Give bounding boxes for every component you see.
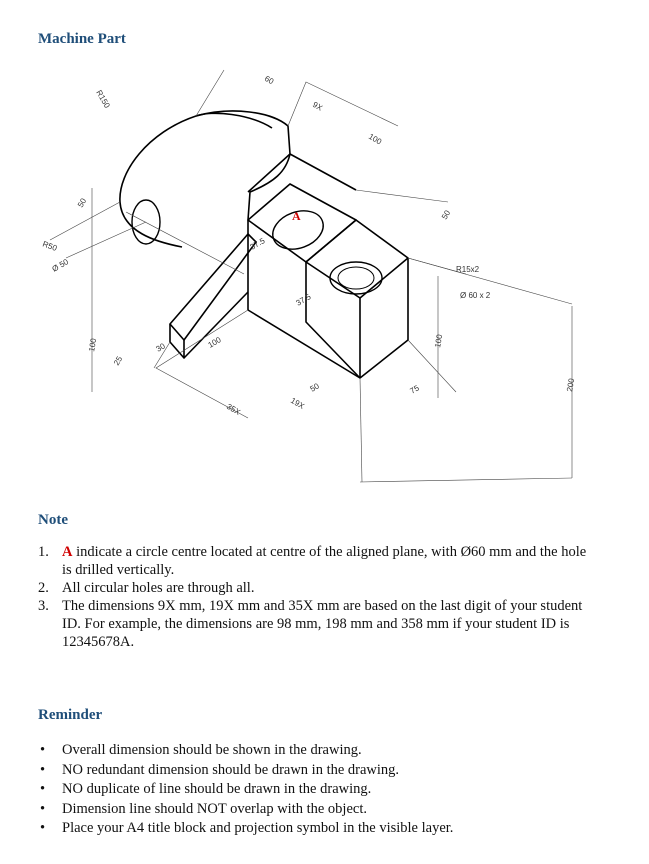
dim-50-right: 50 xyxy=(439,208,453,221)
counterbore-ring xyxy=(338,267,374,289)
dim-19x: 19X xyxy=(289,395,306,411)
dim-37-5-a: 37.5 xyxy=(248,236,267,252)
dim-30: 30 xyxy=(154,341,167,354)
dim-50-left: 50 xyxy=(75,196,89,209)
reminder-item: • Dimension line should NOT overlap with the object. xyxy=(40,800,367,817)
dim-37-5-b: 37.5 xyxy=(294,292,313,308)
dim-9x: 9X xyxy=(311,99,324,113)
label-a: A xyxy=(292,209,301,223)
dim-50-mid: 50 xyxy=(308,381,321,394)
dim-r15x2: R15x2 xyxy=(456,265,480,274)
page-title: Machine Part xyxy=(38,31,126,47)
note-heading: Note xyxy=(38,512,68,528)
dim-100-base: 100 xyxy=(206,335,223,350)
dim-35x: 35X xyxy=(225,401,242,417)
dim-100-top: 100 xyxy=(367,131,384,147)
note-item: 1. A indicate a circle centre located at centre of the aligned plane, with Ø60 mm and the hole is drilled vertically. xyxy=(38,544,587,578)
reminder-list xyxy=(38,741,598,839)
dim-dia50: Ø 50 xyxy=(50,257,71,274)
note-item: 2. All circular holes are through all. xyxy=(38,580,255,596)
dim-r150: R150 xyxy=(94,88,112,110)
reminder-item: • Place your A4 title block and projection symbol in the visible layer. xyxy=(40,820,454,836)
note-list xyxy=(38,543,598,651)
dim-100-right: 100 xyxy=(433,333,445,349)
note-item: 3. The dimensions 9X mm, 19X mm and 35X mm are based on the last digit of your student ID. For example, the dimensions are 98 mm, 198 mm and 358 mm if your student ID is 12345678A. xyxy=(38,598,583,650)
dim-25: 25 xyxy=(111,354,125,367)
dim-60: 60 xyxy=(263,73,276,87)
reminder-item: • NO duplicate of line should be drawn in the drawing. xyxy=(40,781,372,797)
note-highlight-a: A xyxy=(62,544,73,560)
dim-dia60x2: Ø 60 x 2 xyxy=(460,291,491,300)
dim-100-left: 100 xyxy=(87,337,99,353)
reminder-heading: Reminder xyxy=(38,707,103,723)
dim-r50: R50 xyxy=(41,239,59,253)
reminder-item: • Overall dimension should be shown in the drawing. xyxy=(40,742,362,758)
reminder-item: • NO redundant dimension should be drawn in the drawing. xyxy=(40,761,400,778)
dim-200: 200 xyxy=(565,377,577,393)
dimension-lines xyxy=(50,70,572,482)
isometric-drawing xyxy=(36,62,596,498)
dim-75: 75 xyxy=(408,383,421,396)
